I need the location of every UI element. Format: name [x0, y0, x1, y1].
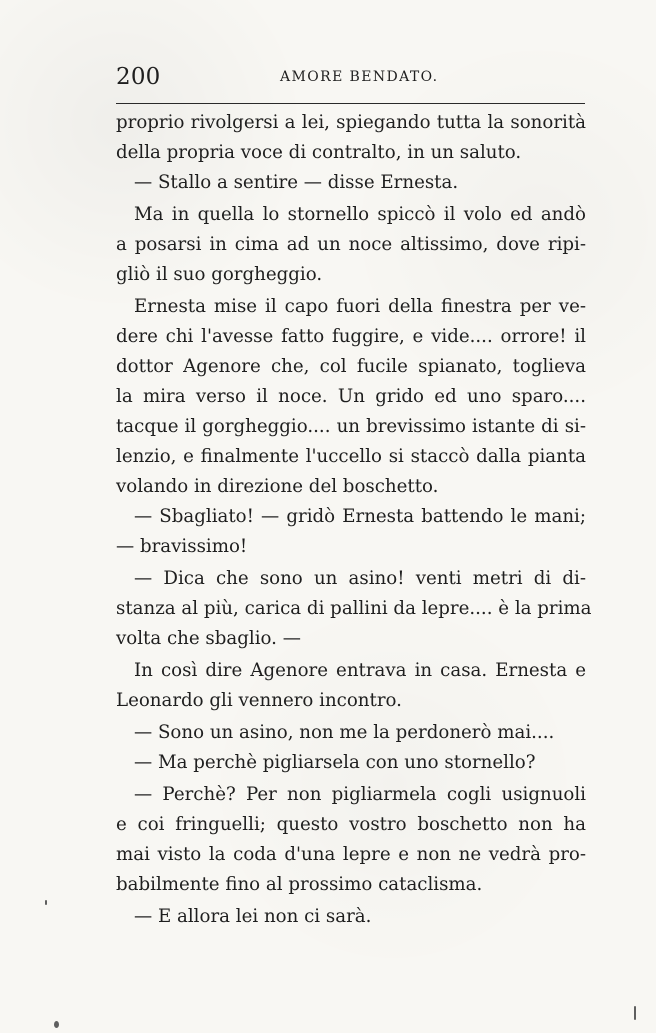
text-line: stanza al più, carica di pallini da lepre.... è la prima — [116, 598, 592, 619]
text-line: dottor Agenore che, col fucile spianato, toglieva — [116, 356, 586, 377]
text-line: — Sono un asino, non me la perdonerò mai.... — [134, 722, 555, 743]
text-line: e coi fringuelli; questo vostro boschetto non ha — [116, 814, 586, 835]
header-rule — [116, 103, 585, 104]
text-line: mai visto la coda d'una lepre e non ne vedrà pro- — [116, 844, 586, 865]
text-line: — Stallo a sentire — disse Ernesta. — [134, 172, 459, 193]
text-line: della propria voce di contralto, in un saluto. — [116, 142, 522, 163]
text-line: a posarsi in cima ad un noce altissimo, dove ripi- — [116, 234, 586, 255]
text-line: dere chi l'avesse fatto fuggire, e vide.... orrore! il — [116, 326, 586, 347]
page-header — [116, 63, 586, 91]
paper-mark — [45, 900, 47, 905]
text-line: — E allora lei non ci sarà. — [134, 906, 372, 927]
text-line: proprio rivolgersi a lei, spiegando tutta la sonorità — [116, 112, 586, 133]
text-line: — bravissimo! — [116, 536, 248, 557]
text-line: In così dire Agenore entrava in casa. Ernesta e — [134, 660, 586, 681]
paper-mark — [634, 1006, 636, 1020]
text-line: tacque il gorgheggio.... un brevissimo istante di si- — [116, 416, 586, 437]
text-line: Ma in quella lo stornello spiccò il volo ed andò — [134, 204, 586, 225]
text-line: — Dica che sono un asino! venti metri di di- — [134, 568, 586, 589]
text-line: babilmente fino al prossimo cataclisma. — [116, 874, 483, 895]
text-line: — Sbagliato! — gridò Ernesta battendo le mani; — [134, 506, 586, 527]
running-title: AMORE BENDATO. — [280, 69, 439, 85]
text-line: la mira verso il noce. Un grido ed uno sparo.... — [116, 386, 586, 407]
text-line: volta che sbaglio. — — [116, 628, 301, 649]
text-line: — Perchè? Per non pigliarmela cogli usignuoli — [134, 784, 586, 805]
text-line: Ernesta mise il capo fuori della finestra per ve- — [134, 296, 586, 317]
text-line: gliò il suo gorgheggio. — [116, 264, 323, 285]
text-line: — Ma perchè pigliarsela con uno stornello? — [134, 752, 536, 773]
text-line: volando in direzione del boschetto. — [116, 476, 439, 497]
page-number: 200 — [116, 64, 161, 90]
text-line: Leonardo gli vennero incontro. — [116, 690, 402, 711]
paper-mark — [54, 1021, 59, 1028]
text-line: lenzio, e finalmente l'uccello si staccò dalla pianta — [116, 446, 586, 467]
